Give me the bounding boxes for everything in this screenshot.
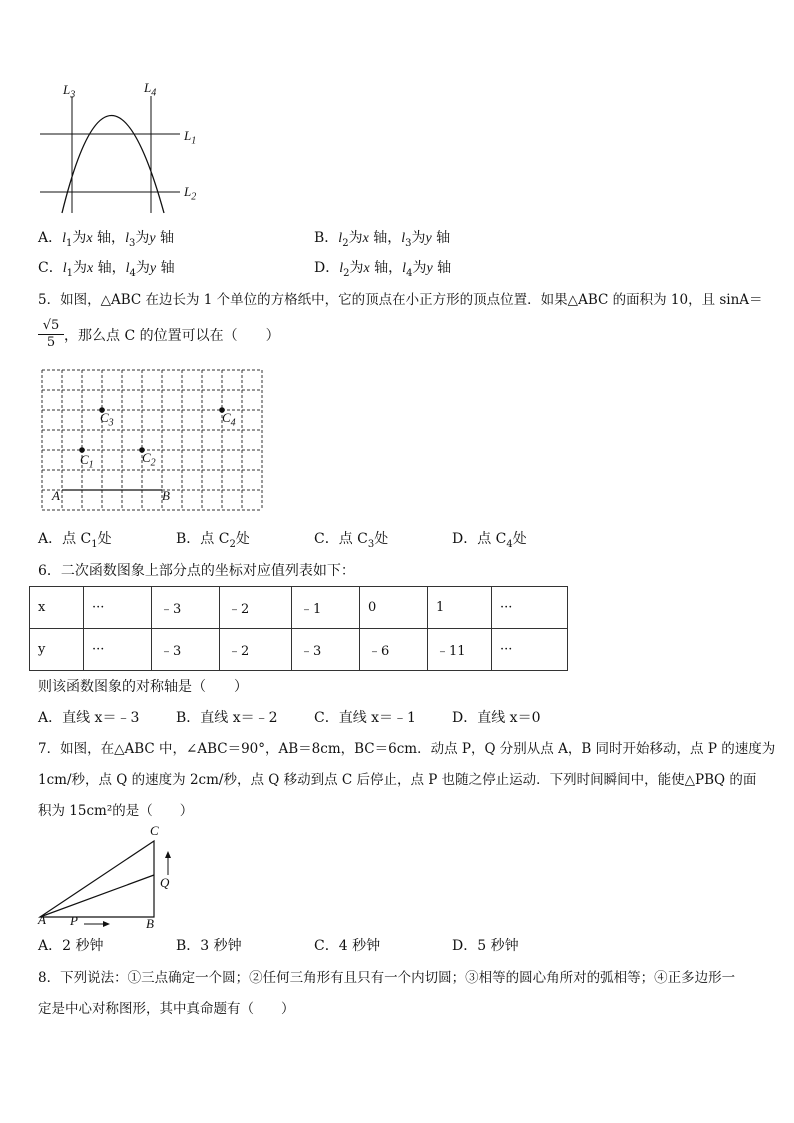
- q7-text-line3: 积为 15cm²的是（ ）: [38, 803, 194, 819]
- arrowhead-right-icon: [103, 921, 110, 927]
- q5-fraction-numerator: √5: [38, 318, 64, 335]
- q7-option-d[interactable]: D．5 秒钟: [452, 938, 519, 954]
- q7-text-line1: 7．如图，在△ABC 中，∠ABC＝90°，AB＝8cm，BC＝6cm．动点 P，Q 分别从点 A，B 同时开始移动，点 P 的速度为: [38, 741, 776, 757]
- q6-option-b[interactable]: B．直线 x＝﹣2: [176, 710, 278, 726]
- table-cell: ···: [492, 629, 568, 671]
- q4-option-d[interactable]: D．$l_2$为x 轴，$l_4$为y 轴: [314, 260, 452, 279]
- q5-text-line1: 5．如图，△ABC 在边长为 1 个单位的方格纸中，它的顶点在小正方形的顶点位置．如果△ABC 的面积为 10，且 sinA＝: [38, 292, 763, 308]
- q7-option-b[interactable]: B．3 秒钟: [176, 938, 242, 954]
- table-cell: ﹣3: [152, 629, 220, 671]
- triangle-figure: [36, 825, 176, 933]
- label-L2: $L_2$: [184, 184, 197, 203]
- label-C-tri: C: [150, 823, 159, 838]
- q4-option-c[interactable]: C．$l_1$为x 轴，$l_4$为y 轴: [38, 260, 175, 279]
- triangle-ABC: [40, 841, 154, 917]
- label-A: A: [52, 488, 60, 503]
- q6-text: 6．二次函数图象上部分点的坐标对应值列表如下：: [38, 563, 355, 579]
- q7-option-a[interactable]: A．2 秒钟: [38, 938, 104, 954]
- q5-option-c[interactable]: C．点 $C_3$处: [314, 531, 389, 550]
- label-Q: Q: [160, 875, 170, 890]
- table-cell: ﹣2: [220, 587, 292, 629]
- q5-option-d[interactable]: D．点 $C_4$处: [452, 531, 527, 550]
- q5-fraction: [38, 318, 64, 350]
- label-B: B: [162, 488, 170, 503]
- label-P: P: [70, 913, 78, 928]
- label-A-tri: A: [38, 912, 46, 927]
- q7-text-line2: 1cm/秒，点 Q 的速度为 2cm/秒，点 Q 移动到点 C 后停止，点 P 也随之停止运动．下列时间瞬间中，能使△PBQ 的面: [38, 772, 757, 788]
- table-cell: 0: [360, 587, 428, 629]
- segment-AQ: [40, 875, 154, 917]
- table-cell: ﹣11: [428, 629, 492, 671]
- q6-value-table: [29, 586, 568, 671]
- label-C4: $C_4$: [222, 410, 236, 429]
- table-cell: ﹣3: [292, 629, 360, 671]
- q4-option-a[interactable]: A．$l_1$为x 轴，$l_3$为y 轴: [38, 230, 174, 249]
- arrowhead-up-icon: [165, 851, 171, 858]
- q8-text-line2: 定是中心对称图形，其中真命题有（ ）: [38, 1001, 295, 1017]
- table-cell: ﹣6: [360, 629, 428, 671]
- table-cell: x: [30, 587, 84, 629]
- table-cell: y: [30, 629, 84, 671]
- table-cell: ﹣1: [292, 587, 360, 629]
- table-cell: 1: [428, 587, 492, 629]
- table-row-y: [30, 629, 568, 671]
- table-cell: ···: [84, 587, 152, 629]
- label-C2: $C_2$: [142, 450, 156, 469]
- q5-option-a[interactable]: A．点 $C_1$处: [38, 531, 112, 550]
- q6-option-a[interactable]: A．直线 x＝﹣3: [38, 710, 140, 726]
- q7-option-c[interactable]: C．4 秒钟: [314, 938, 381, 954]
- q4-option-b[interactable]: B．$l_2$为x 轴，$l_3$为y 轴: [314, 230, 451, 249]
- q5-option-b[interactable]: B．点 $C_2$处: [176, 531, 250, 550]
- q5-text-line2: ，那么点 C 的位置可以在（ ）: [64, 328, 280, 344]
- label-L1: $L_1$: [184, 128, 197, 147]
- label-C1: $C_1$: [80, 452, 94, 471]
- parabola-curve: [62, 116, 164, 214]
- label-C3: $C_3$: [100, 410, 114, 429]
- label-B-tri: B: [146, 916, 154, 931]
- grid-figure: [40, 368, 266, 513]
- table-cell: ﹣3: [152, 587, 220, 629]
- q8-text-line1: 8．下列说法：①三点确定一个圆；②任何三角形有且只有一个内切圆；③相等的圆心角所对的弧相等；④正多边形一: [38, 970, 736, 986]
- table-cell: ···: [84, 629, 152, 671]
- table-cell: ···: [492, 587, 568, 629]
- q6-option-c[interactable]: C．直线 x＝﹣1: [314, 710, 416, 726]
- table-row-x: [30, 587, 568, 629]
- q6-question: 则该函数图象的对称轴是（ ）: [38, 679, 248, 695]
- label-L3: $L_3$: [63, 82, 76, 101]
- q5-fraction-denominator: 5: [46, 335, 56, 350]
- table-cell: ﹣2: [220, 629, 292, 671]
- parabola-lines-figure: [30, 78, 210, 218]
- label-L4: $L_4$: [144, 80, 157, 99]
- q6-option-d[interactable]: D．直线 x＝0: [452, 710, 541, 726]
